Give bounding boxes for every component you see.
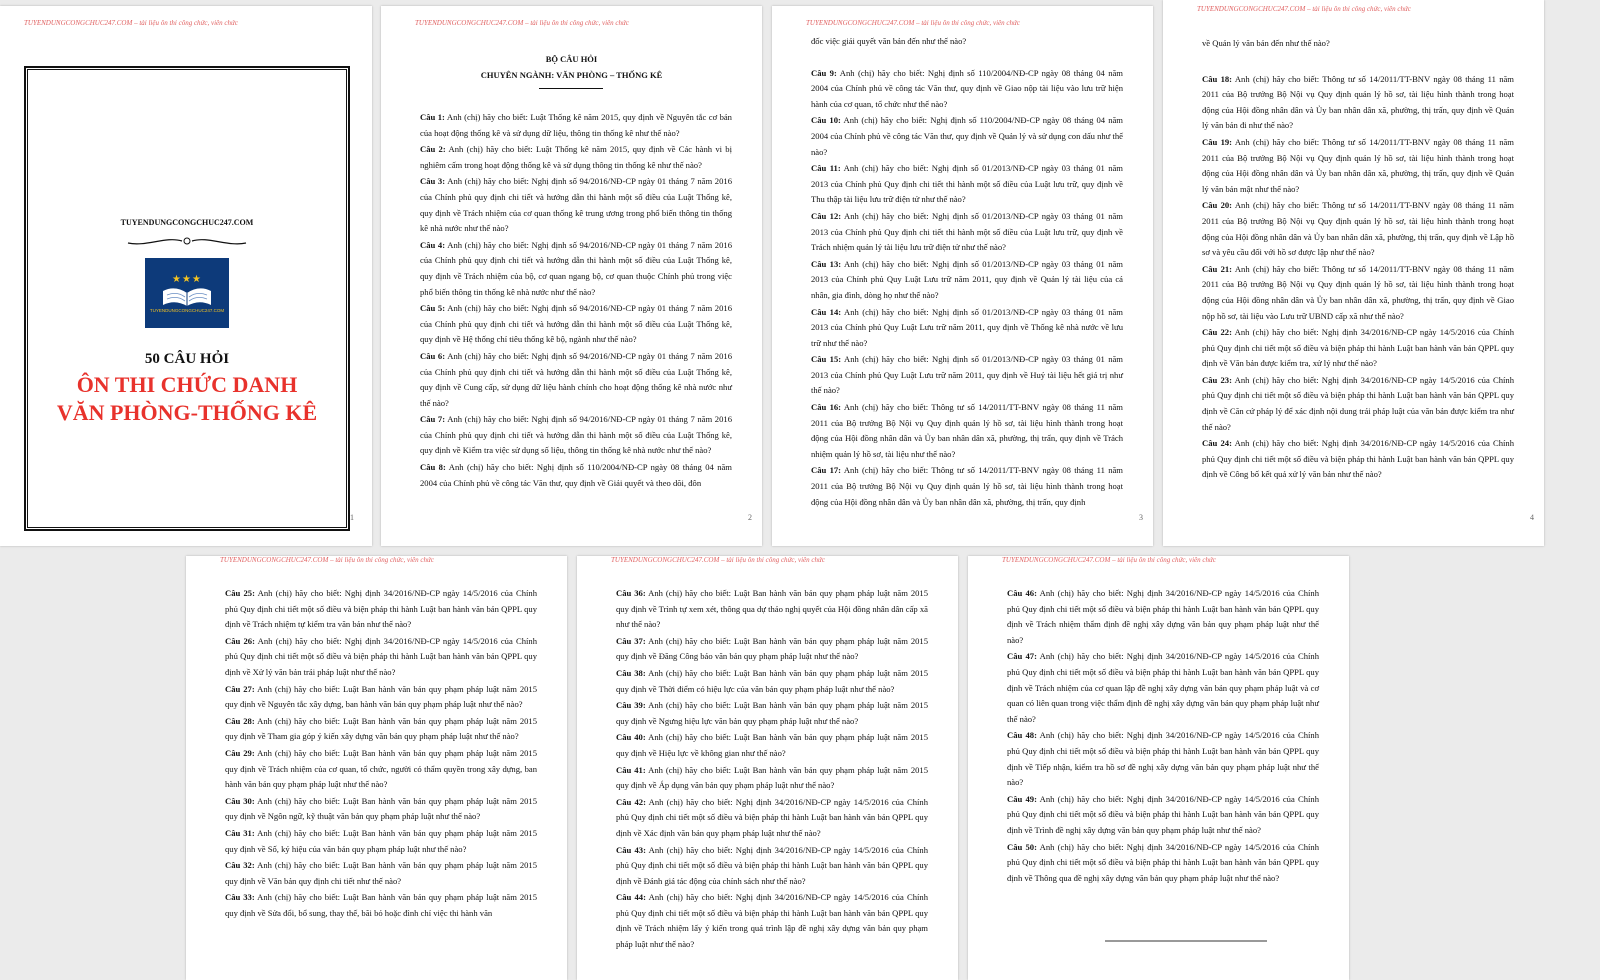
question-number: Câu 5: xyxy=(420,303,446,314)
question-item xyxy=(616,666,928,697)
question-item xyxy=(616,730,928,761)
question-item xyxy=(225,826,537,857)
question-text: Anh (chị) hãy cho biết: Nghị định số 01/2013/NĐ-CP ngày 03 tháng 01 năm 2013 của Chính phủ Quy Luật Lưu trữ năm 2011, quy định về Quản lý tài liệu của cá nhân, gia đình, dòng họ như thế nào? xyxy=(811,258,1123,300)
question-text: Anh (chị) hãy cho biết: Nghị định 34/2016/NĐ-CP ngày 14/5/2016 của Chính phủ Quy định chi tiết một số điều và biện pháp thi hành Luật ban hành văn bản QPPL quy định về Trách nhiệm tự kiểm tra văn bản như thế nào? xyxy=(225,588,538,630)
question-number: Câu 40: xyxy=(616,732,646,743)
cover-subtitle-line2: VĂN PHÒNG-THỐNG KÊ xyxy=(56,400,318,425)
questions-list xyxy=(225,586,537,922)
question-number: Câu 32: xyxy=(225,860,255,871)
scrollbar[interactable] xyxy=(1105,940,1267,942)
question-item xyxy=(420,460,732,491)
question-text: Anh (chị) hãy cho biết: Luật Ban hành văn bản quy phạm pháp luật năm 2015 quy định về Thời điểm có hiệu lực của văn bản quy phạm pháp luật như thế nào? xyxy=(616,667,929,694)
question-number: Câu 50: xyxy=(1007,841,1037,852)
question-item xyxy=(1007,840,1319,887)
question-number: Câu 38: xyxy=(616,667,646,678)
question-number: Câu 18: xyxy=(1202,73,1233,84)
page-3[interactable] xyxy=(772,6,1153,546)
question-number: Câu 30: xyxy=(225,795,255,806)
questions-list xyxy=(616,586,928,954)
question-item xyxy=(225,794,537,825)
question-text: Anh (chị) hãy cho biết: Nghị định số 94/2016/NĐ-CP ngày 01 tháng 7 năm 2016 của Chính phủ quy định chi tiết và hướng dẫn thi hành một số điều của Luật Thống kê, quy định về Cung cấp, sử dụng dữ liệu hành chính cho hoạt động thống kê nhà nước như thế nào? xyxy=(420,350,732,408)
page-header: TUYENDUNGCONGCHUC247.COM – tài liệu ôn thi công chức, viên chức xyxy=(1197,5,1411,13)
question-text: Anh (chị) hãy cho biết: Thông tư số 14/2011/TT-BNV ngày 08 tháng 11 năm 2011 của Bộ trưởng Bộ Nội vụ Quy định quản lý hồ sơ, tài liệu hình thành trong hoạt động của Hội đồng nhân dân và Ủy ban nhân dân xã, phường, thị trấn, quy định về Quản lý văn bản mật như thế nào? xyxy=(1202,136,1514,194)
question-item xyxy=(225,714,537,745)
question-text: Anh (chị) hãy cho biết: Thông tư số 14/2011/TT-BNV ngày 08 tháng 11 năm 2011 của Bộ trưởng Bộ Nội vụ Quy định quản lý hồ sơ, tài liệu hình thành trong hoạt động của Hội đồng nhân dân và Ủy ban nhân dân xã, phường, thị trấn, quy định về Lập hồ sơ và yêu cầu đối với hồ sơ được lập như thế nào? xyxy=(1202,200,1514,258)
question-item xyxy=(811,257,1123,304)
question-item xyxy=(1202,198,1514,260)
question-text: Anh (chị) hãy cho biết: Nghị định 34/2016/NĐ-CP ngày 14/5/2016 của Chính phủ Quy định chi tiết một số điều và biện pháp thi hành Luật ban hành văn bản QPPL quy định về Trình đề nghị xây dựng văn bản quy phạm pháp luật như thế nào? xyxy=(1007,793,1320,835)
open-book-icon xyxy=(161,285,213,307)
cover-subtitle-line1: ÔN THI CHỨC DANH xyxy=(76,372,298,397)
question-item xyxy=(1202,262,1514,324)
page-header: TUYENDUNGCONGCHUC247.COM – tài liệu ôn thi công chức, viên chức xyxy=(1002,556,1216,564)
question-text: Anh (chị) hãy cho biết: Nghị định số 94/2016/NĐ-CP ngày 01 tháng 7 năm 2016 của Chính phủ quy định chi tiết và hướng dẫn thi hành một số điều của Luật Thống kê, quy định về Kiểm tra việc sử dụng số liệu, thông tin thống kê nhà nước như thế nào? xyxy=(420,414,732,456)
continued-text: đốc việc giải quyết văn bản đến như thế nào? xyxy=(811,36,967,46)
questions-list xyxy=(811,34,1123,511)
questions-items xyxy=(811,66,1123,511)
question-text: Anh (chị) hãy cho biết: Luật Ban hành văn bản quy phạm pháp luật năm 2015 quy định về Áp dụng văn bản quy phạm pháp luật như thế nào? xyxy=(616,764,929,791)
question-text: Anh (chị) hãy cho biết: Nghị định số 94/2016/NĐ-CP ngày 01 tháng 7 năm 2016 của Chính phủ quy định chi tiết và hướng dẫn thi hành một số điều của Luật Thống kê, quy định về Hệ thống chỉ tiêu thống kê bộ, ngành như thế nào? xyxy=(420,303,732,345)
question-number: Câu 1: xyxy=(420,112,445,122)
question-text: Anh (chị) hãy cho biết: Luật Ban hành văn bản quy phạm pháp luật năm 2015 quy định về Sửa đổi, bổ sung, thay thế, bãi bỏ hoặc đình chỉ việc thi hành văn xyxy=(225,892,538,918)
question-number: Câu 15: xyxy=(811,354,842,365)
question-item xyxy=(811,161,1123,208)
page-header: TUYENDUNGCONGCHUC247.COM – tài liệu ôn thi công chức, viên chức xyxy=(220,556,434,564)
logo-text: TUYENDUNGCONGCHUC247.COM xyxy=(149,307,225,313)
question-item xyxy=(616,795,928,842)
page-7[interactable] xyxy=(968,556,1349,980)
question-number: Câu 42: xyxy=(616,796,646,807)
question-text: Anh (chị) hãy cho biết: Nghị định số 01/2013/NĐ-CP ngày 03 tháng 01 năm 2013 của Chính phủ Quy Luật Lưu trữ năm 2011, quy định về Huỷ tài liệu hết giá trị như thế nào? xyxy=(811,354,1123,396)
question-text: Anh (chị) hãy cho biết: Nghị định 34/2016/NĐ-CP ngày 14/5/2016 của Chính phủ Quy định chi tiết một số điều và biện pháp thi hành Luật ban hành văn bản QPPL quy định về Xác định văn bản quy phạm pháp luật như thế nào? xyxy=(616,796,929,838)
question-text: Anh (chị) hãy cho biết: Thông tư số 14/2011/TT-BNV ngày 08 tháng 11 năm 2011 của Bộ trưởng Bộ Nội vụ Quy định quản lý hồ sơ, tài liệu hình thành trong hoạt động của Hội đồng nhân dân và Ủy ban nhân dân xã, phường, thị trấn, quy định về Giao nộp hồ sơ, tài liệu vào Lưu trữ UBND cấp xã như thế nào? xyxy=(1202,263,1514,321)
title-rule xyxy=(539,88,603,89)
cover-subtitle xyxy=(26,371,348,427)
page-6[interactable] xyxy=(577,556,958,980)
question-item xyxy=(225,682,537,713)
question-text: Anh (chị) hãy cho biết: Nghị định số 01/2013/NĐ-CP ngày 03 tháng 01 năm 2013 của Chính phủ Quy Luật Lưu trữ năm 2011, quy định về Thống kê nhà nước về lưu trữ như thế nào? xyxy=(811,306,1123,348)
question-number: Câu 47: xyxy=(1007,651,1037,662)
question-text: Anh (chị) hãy cho biết: Nghị định số 94/2016/NĐ-CP ngày 01 tháng 7 năm 2016 của Chính phủ quy định chi tiết và hướng dẫn thi hành một số điều của Luật Thống kê, quy định về Trách nhiệm của cơ quan thống kê trung ương trong phổ biến thông tin thống kê nhà nước như thế nào? xyxy=(420,176,732,234)
question-text: Anh (chị) hãy cho biết: Nghị định 34/2016/NĐ-CP ngày 14/5/2016 của Chính phủ Quy định chi tiết một số điều và biện pháp thi hành Luật ban hành văn bản QPPL quy định về Căn cứ pháp lý để xác định nội dung trái pháp luật của văn bản được kiểm tra như thế nào? xyxy=(1202,374,1515,432)
question-number: Câu 3: xyxy=(420,176,446,187)
page-number: 4 xyxy=(1530,513,1534,522)
question-text: Anh (chị) hãy cho biết: Nghị định số 01/2013/NĐ-CP ngày 03 tháng 01 năm 2013 của Chính phủ Quy định chi tiết thi hành một số điều của Luật lưu trữ, quy định về Trách nhiệm quản lý tài liệu lưu trữ điện tử như thế nào? xyxy=(811,210,1123,253)
question-number: Câu 24: xyxy=(1202,438,1232,449)
question-item xyxy=(1202,373,1514,435)
question-text: Anh (chị) hãy cho biết: Luật Ban hành văn bản quy phạm pháp luật năm 2015 quy định về Trình tự xem xét, thông qua dự thảo nghị quyết của Hội đồng nhân dân cấp xã như thế nào? xyxy=(616,588,929,630)
question-text: Anh (chị) hãy cho biết: Thông tư số 14/2011/TT-BNV ngày 08 tháng 11 năm 2011 của Bộ trưởng Bộ Nội vụ Quy định quản lý hồ sơ, tài liệu hình thành trong hoạt động của Hội đồng nhân dân và Ủy ban nhân dân xã, phường, thị trấn, quy định về Quản lý văn bản đi như thế nào? xyxy=(1202,73,1514,131)
question-number: Câu 6: xyxy=(420,350,446,361)
question-text: Anh (chị) hãy cho biết: Luật Ban hành văn bản quy phạm pháp luật năm 2015 quy định về Ngôn ngữ, kỹ thuật văn bản quy phạm pháp luật như thế nào? xyxy=(225,795,538,822)
questions-list xyxy=(1007,586,1319,887)
question-number: Câu 43: xyxy=(616,844,646,855)
question-item xyxy=(616,586,928,633)
question-number: Câu 28: xyxy=(225,715,255,726)
question-text: Anh (chị) hãy cho biết: Nghị định 34/2016/NĐ-CP ngày 14/5/2016 của Chính phủ Quy định chi tiết một số điều và biện pháp thi hành Luật ban hành văn bản QPPL quy định về Công bố kết quả xử lý văn bản như thế nào? xyxy=(1202,438,1515,480)
question-number: Câu 8: xyxy=(420,462,446,473)
cover-title: 50 CÂU HỎI xyxy=(144,351,230,367)
page-2[interactable] xyxy=(381,6,762,546)
question-text: Anh (chị) hãy cho biết: Nghị định số 94/2016/NĐ-CP ngày 01 tháng 7 năm 2016 của Chính phủ quy định chi tiết và hướng dẫn thi hành một số điều của Luật Thống kê, quy định về Trách nhiệm của bộ, cơ quan ngang bộ, cơ quan thuộc Chính phủ trong việc phổ biến thông tin thống kê nhà nước như thế nào? xyxy=(420,239,732,297)
question-text: Anh (chị) hãy cho biết: Thông tư số 14/2011/TT-BNV ngày 08 tháng 11 năm 2011 của Bộ trưởng Bộ Nội vụ Quy định quản lý hồ sơ, tài liệu hình thành trong hoạt động của Hội đồng nhân dân và Ủy ban nhân dân xã, phường, thị trấn, quy định về Trách nhiệm quản lý hồ sơ, tài liệu như thế nào? xyxy=(811,402,1123,459)
question-text: Anh (chị) hãy cho biết: Nghị định 34/2016/NĐ-CP ngày 14/5/2016 của Chính phủ Quy định chi tiết một số điều và biện pháp thi hành Luật ban hành văn bản QPPL quy định về Xử lý văn bản trái pháp luật như thế nào? xyxy=(225,635,538,677)
question-number: Câu 46: xyxy=(1007,588,1037,598)
questions-list xyxy=(1202,36,1514,484)
question-number: Câu 16: xyxy=(811,402,842,413)
question-number: Câu 23: xyxy=(1202,374,1232,385)
question-number: Câu 41: xyxy=(616,764,646,775)
question-text: Anh (chị) hãy cho biết: Nghị định 34/2016/NĐ-CP ngày 14/5/2016 của Chính phủ Quy định chi tiết một số điều và biện pháp thi hành Luật ban hành văn bản QPPL quy định về Đánh giá tác động của chính sách như thế nào? xyxy=(616,844,929,886)
page-number: 1 xyxy=(350,513,354,522)
question-item xyxy=(420,349,732,411)
question-item xyxy=(616,763,928,794)
question-number: Câu 9: xyxy=(811,67,837,78)
question-text: Anh (chị) hãy cho biết: Nghị định số 01/2013/NĐ-CP ngày 03 tháng 01 năm 2013 của Chính phủ Quy định chi tiết thi hành một số điều của Luật lưu trữ, quy định về Thu thập tài liệu lưu trữ điện tử như thế nào? xyxy=(811,163,1123,205)
page-header: TUYENDUNGCONGCHUC247.COM – tài liệu ôn thi công chức, viên chức xyxy=(806,19,1020,27)
question-item xyxy=(420,110,732,141)
question-item xyxy=(225,890,537,921)
question-number: Câu 19: xyxy=(1202,136,1233,147)
question-text: Anh (chị) hãy cho biết: Luật Ban hành văn bản quy phạm pháp luật năm 2015 quy định về Ngưng hiệu lực văn bản quy phạm pháp luật như thế nào? xyxy=(616,700,929,726)
question-item xyxy=(225,746,537,793)
question-text: Anh (chị) hãy cho biết: Nghị định số 110/2004/NĐ-CP ngày 08 tháng 04 năm 2004 của Chính phủ về công tác Văn thư, quy định về Quản lý và sử dụng con dấu như thế nào? xyxy=(811,115,1123,157)
question-number: Câu 39: xyxy=(616,700,646,711)
question-text: Anh (chị) hãy cho biết: Nghị định 34/2016/NĐ-CP ngày 14/5/2016 của Chính phủ Quy định chi tiết một số điều và biện pháp thi hành Luật ban hành văn bản QPPL quy định về Thông qua đề nghị xây dựng văn bản quy phạm pháp luật như thế nào? xyxy=(1007,841,1320,883)
question-text: Anh (chị) hãy cho biết: Nghị định 34/2016/NĐ-CP ngày 14/5/2016 của Chính phủ Quy định chi tiết một số điều và biện pháp thi hành Luật ban hành văn bản QPPL quy định về Tiếp nhận, kiểm tra hồ sơ đề nghị xây dựng văn bản quy phạm pháp luật như thế nào? xyxy=(1007,730,1320,788)
page-number: 3 xyxy=(1139,513,1143,522)
question-text: Anh (chị) hãy cho biết: Nghị định 34/2016/NĐ-CP ngày 14/5/2016 của Chính phủ Quy định chi tiết một số điều và biện pháp thi hành Luật ban hành văn bản QPPL quy định về Văn bản được kiểm tra, xử lý như thế nào? xyxy=(1202,327,1515,369)
question-number: Câu 17: xyxy=(811,465,842,476)
question-item xyxy=(811,66,1123,113)
question-text: Anh (chị) hãy cho biết: Luật Ban hành văn bản quy phạm pháp luật năm 2015 quy định về Số, ký hiệu của văn bản quy phạm pháp luật như thế nào? xyxy=(225,827,538,854)
question-number: Câu 37: xyxy=(616,635,646,646)
page-header: TUYENDUNGCONGCHUC247.COM – tài liệu ôn thi công chức, viên chức xyxy=(611,556,825,564)
question-text: Anh (chị) hãy cho biết: Thông tư số 14/2011/TT-BNV ngày 08 tháng 11 năm 2011 của Bộ trưởng Bộ Nội vụ Quy định quản lý hồ sơ, tài liệu hình thành trong hoạt động của Hội đồng nhân dân và Ủy ban nhân dân xã, phường, thị trấn, quy định xyxy=(811,465,1123,507)
question-text: Anh (chị) hãy cho biết: Luật Thống kê năm 2015, quy định về Nguyên tắc cơ bản của hoạt động thống kê và sử dụng dữ liệu, thông tin thống kê như thế nào? xyxy=(420,112,732,138)
question-item xyxy=(1202,72,1514,134)
questions-list xyxy=(420,110,732,492)
question-number: Câu 10: xyxy=(811,115,841,126)
page-header: TUYENDUNGCONGCHUC247.COM – tài liệu ôn thi công chức, viên chức xyxy=(415,19,629,27)
question-number: Câu 12: xyxy=(811,210,842,221)
question-item xyxy=(1202,436,1514,483)
question-item xyxy=(1202,325,1514,372)
decorative-divider-icon xyxy=(126,234,248,248)
question-item xyxy=(225,634,537,681)
question-item xyxy=(811,352,1123,399)
continued-text: về Quản lý văn bản đến như thế nào? xyxy=(1202,38,1330,48)
question-item xyxy=(811,209,1123,256)
page-5[interactable] xyxy=(186,556,567,980)
question-number: Câu 13: xyxy=(811,258,842,269)
question-item xyxy=(225,858,537,889)
question-number: Câu 29: xyxy=(225,747,255,758)
question-item xyxy=(225,586,537,633)
question-number: Câu 33: xyxy=(225,892,255,903)
question-number: Câu 4: xyxy=(420,239,446,250)
stars-icon: ★★★ xyxy=(172,273,202,285)
question-item xyxy=(811,305,1123,352)
questions-items xyxy=(1202,72,1514,483)
question-item xyxy=(1007,792,1319,839)
question-number: Câu 36: xyxy=(616,588,646,598)
question-number: Câu 44: xyxy=(616,892,646,903)
page-4[interactable] xyxy=(1163,0,1544,546)
question-number: Câu 27: xyxy=(225,683,255,694)
question-number: Câu 25: xyxy=(225,588,255,598)
question-item xyxy=(1007,649,1319,727)
question-item xyxy=(420,301,732,348)
question-text: Anh (chị) hãy cho biết: Luật Thống kê năm 2015, quy định về Các hành vi bị nghiêm cấm trong hoạt động thống kê và sử dụng thông tin thống kê như thế nào? xyxy=(420,144,732,170)
question-number: Câu 22: xyxy=(1202,327,1232,338)
question-number: Câu 2: xyxy=(420,144,446,155)
question-number: Câu 14: xyxy=(811,306,842,317)
question-text: Anh (chị) hãy cho biết: Luật Ban hành văn bản quy phạm pháp luật năm 2015 quy định về Văn bản quy định chi tiết như thế nào? xyxy=(225,860,538,886)
question-item xyxy=(420,142,732,173)
question-item xyxy=(420,238,732,300)
question-item xyxy=(420,174,732,236)
question-item xyxy=(616,843,928,890)
question-number: Câu 20: xyxy=(1202,200,1233,211)
page-number: 2 xyxy=(748,513,752,522)
site-logo xyxy=(145,258,229,328)
page-header: TUYENDUNGCONGCHUC247.COM – tài liệu ôn thi công chức, viên chức xyxy=(24,19,238,27)
question-item xyxy=(616,698,928,729)
cover-site-name: TUYENDUNGCONGCHUC247.COM xyxy=(120,218,254,227)
question-item xyxy=(616,634,928,665)
question-number: Câu 49: xyxy=(1007,793,1037,804)
question-item xyxy=(811,113,1123,160)
question-item xyxy=(1007,586,1319,648)
question-text: Anh (chị) hãy cho biết: Nghị định 34/2016/NĐ-CP ngày 14/5/2016 của Chính phủ Quy định chi tiết một số điều và biện pháp thi hành Luật ban hành văn bản QPPL quy định về Trách nhiệm thẩm định đề nghị xây dựng văn bản quy phạm pháp luật như thế nào? xyxy=(1007,588,1320,645)
cover-frame xyxy=(24,66,350,531)
question-item xyxy=(1202,135,1514,197)
page-title: BỘ CÂU HỎI xyxy=(545,54,598,64)
question-text: Anh (chị) hãy cho biết: Luật Ban hành văn bản quy phạm pháp luật năm 2015 quy định về Nguyên tắc xây dựng, ban hành văn bản quy phạm pháp luật như thế nào? xyxy=(225,683,538,710)
question-number: Câu 7: xyxy=(420,414,446,425)
question-number: Câu 26: xyxy=(225,635,255,646)
question-item xyxy=(420,412,732,459)
question-text: Anh (chị) hãy cho biết: Nghị định 34/2016/NĐ-CP ngày 14/5/2016 của Chính phủ Quy định chi tiết một số điều và biện pháp thi hành Luật ban hành văn bản QPPL quy định về Trách nhiệm của cơ quan lập đề nghị xây dựng văn bản quy phạm pháp luật và cơ quan có liên quan trong việc thẩm định đề nghị xây dựng văn bản quy phạm pháp luật như thế nào? xyxy=(1007,651,1320,724)
question-item xyxy=(1007,728,1319,790)
question-item xyxy=(811,400,1123,462)
question-text: Anh (chị) hãy cho biết: Luật Ban hành văn bản quy phạm pháp luật năm 2015 quy định về Đăng Công báo văn bản quy phạm pháp luật như thế nào? xyxy=(616,635,929,662)
question-text: Anh (chị) hãy cho biết: Luật Ban hành văn bản quy phạm pháp luật năm 2015 quy định về Hiệu lực về không gian như thế nào? xyxy=(616,732,929,758)
question-text: Anh (chị) hãy cho biết: Nghị định 34/2016/NĐ-CP ngày 14/5/2016 của Chính phủ Quy định chi tiết một số điều và biện pháp thi hành Luật ban hành văn bản QPPL quy định về Trách nhiệm lấy ý kiến trong quá trình lập đề nghị xây dựng văn bản quy phạm pháp luật như thế nào? xyxy=(616,892,929,950)
question-number: Câu 48: xyxy=(1007,730,1037,741)
question-text: Anh (chị) hãy cho biết: Luật Ban hành văn bản quy phạm pháp luật năm 2015 quy định về Tham gia góp ý kiến xây dựng văn bản quy phạm pháp luật như thế nào? xyxy=(225,715,538,742)
page-1[interactable] xyxy=(0,6,372,546)
question-number: Câu 31: xyxy=(225,827,255,838)
question-text: Anh (chị) hãy cho biết: Nghị định số 110/2004/NĐ-CP ngày 08 tháng 04 năm 2004 của Chính phủ về công tác Văn thư, quy định về Giải quyết và theo dõi, đôn xyxy=(420,462,732,488)
question-number: Câu 11: xyxy=(811,163,841,174)
question-text: Anh (chị) hãy cho biết: Nghị định số 110/2004/NĐ-CP ngày 08 tháng 04 năm 2004 của Chính phủ về công tác Văn thư, quy định về Giao nộp tài liệu vào lưu trữ hiện hành của cơ quan, tổ chức như thế nào? xyxy=(811,67,1123,109)
question-item xyxy=(811,463,1123,510)
question-text: Anh (chị) hãy cho biết: Luật Ban hành văn bản quy phạm pháp luật năm 2015 quy định về Trách nhiệm của cơ quan, tổ chức, người có thẩm quyền trong xây dựng, ban hành văn bản quy phạm pháp luật như thế nào? xyxy=(225,747,538,790)
question-number: Câu 21: xyxy=(1202,263,1233,274)
question-item xyxy=(616,890,928,952)
page-subtitle: CHUYÊN NGÀNH: VĂN PHÒNG – THỐNG KÊ xyxy=(480,70,663,80)
